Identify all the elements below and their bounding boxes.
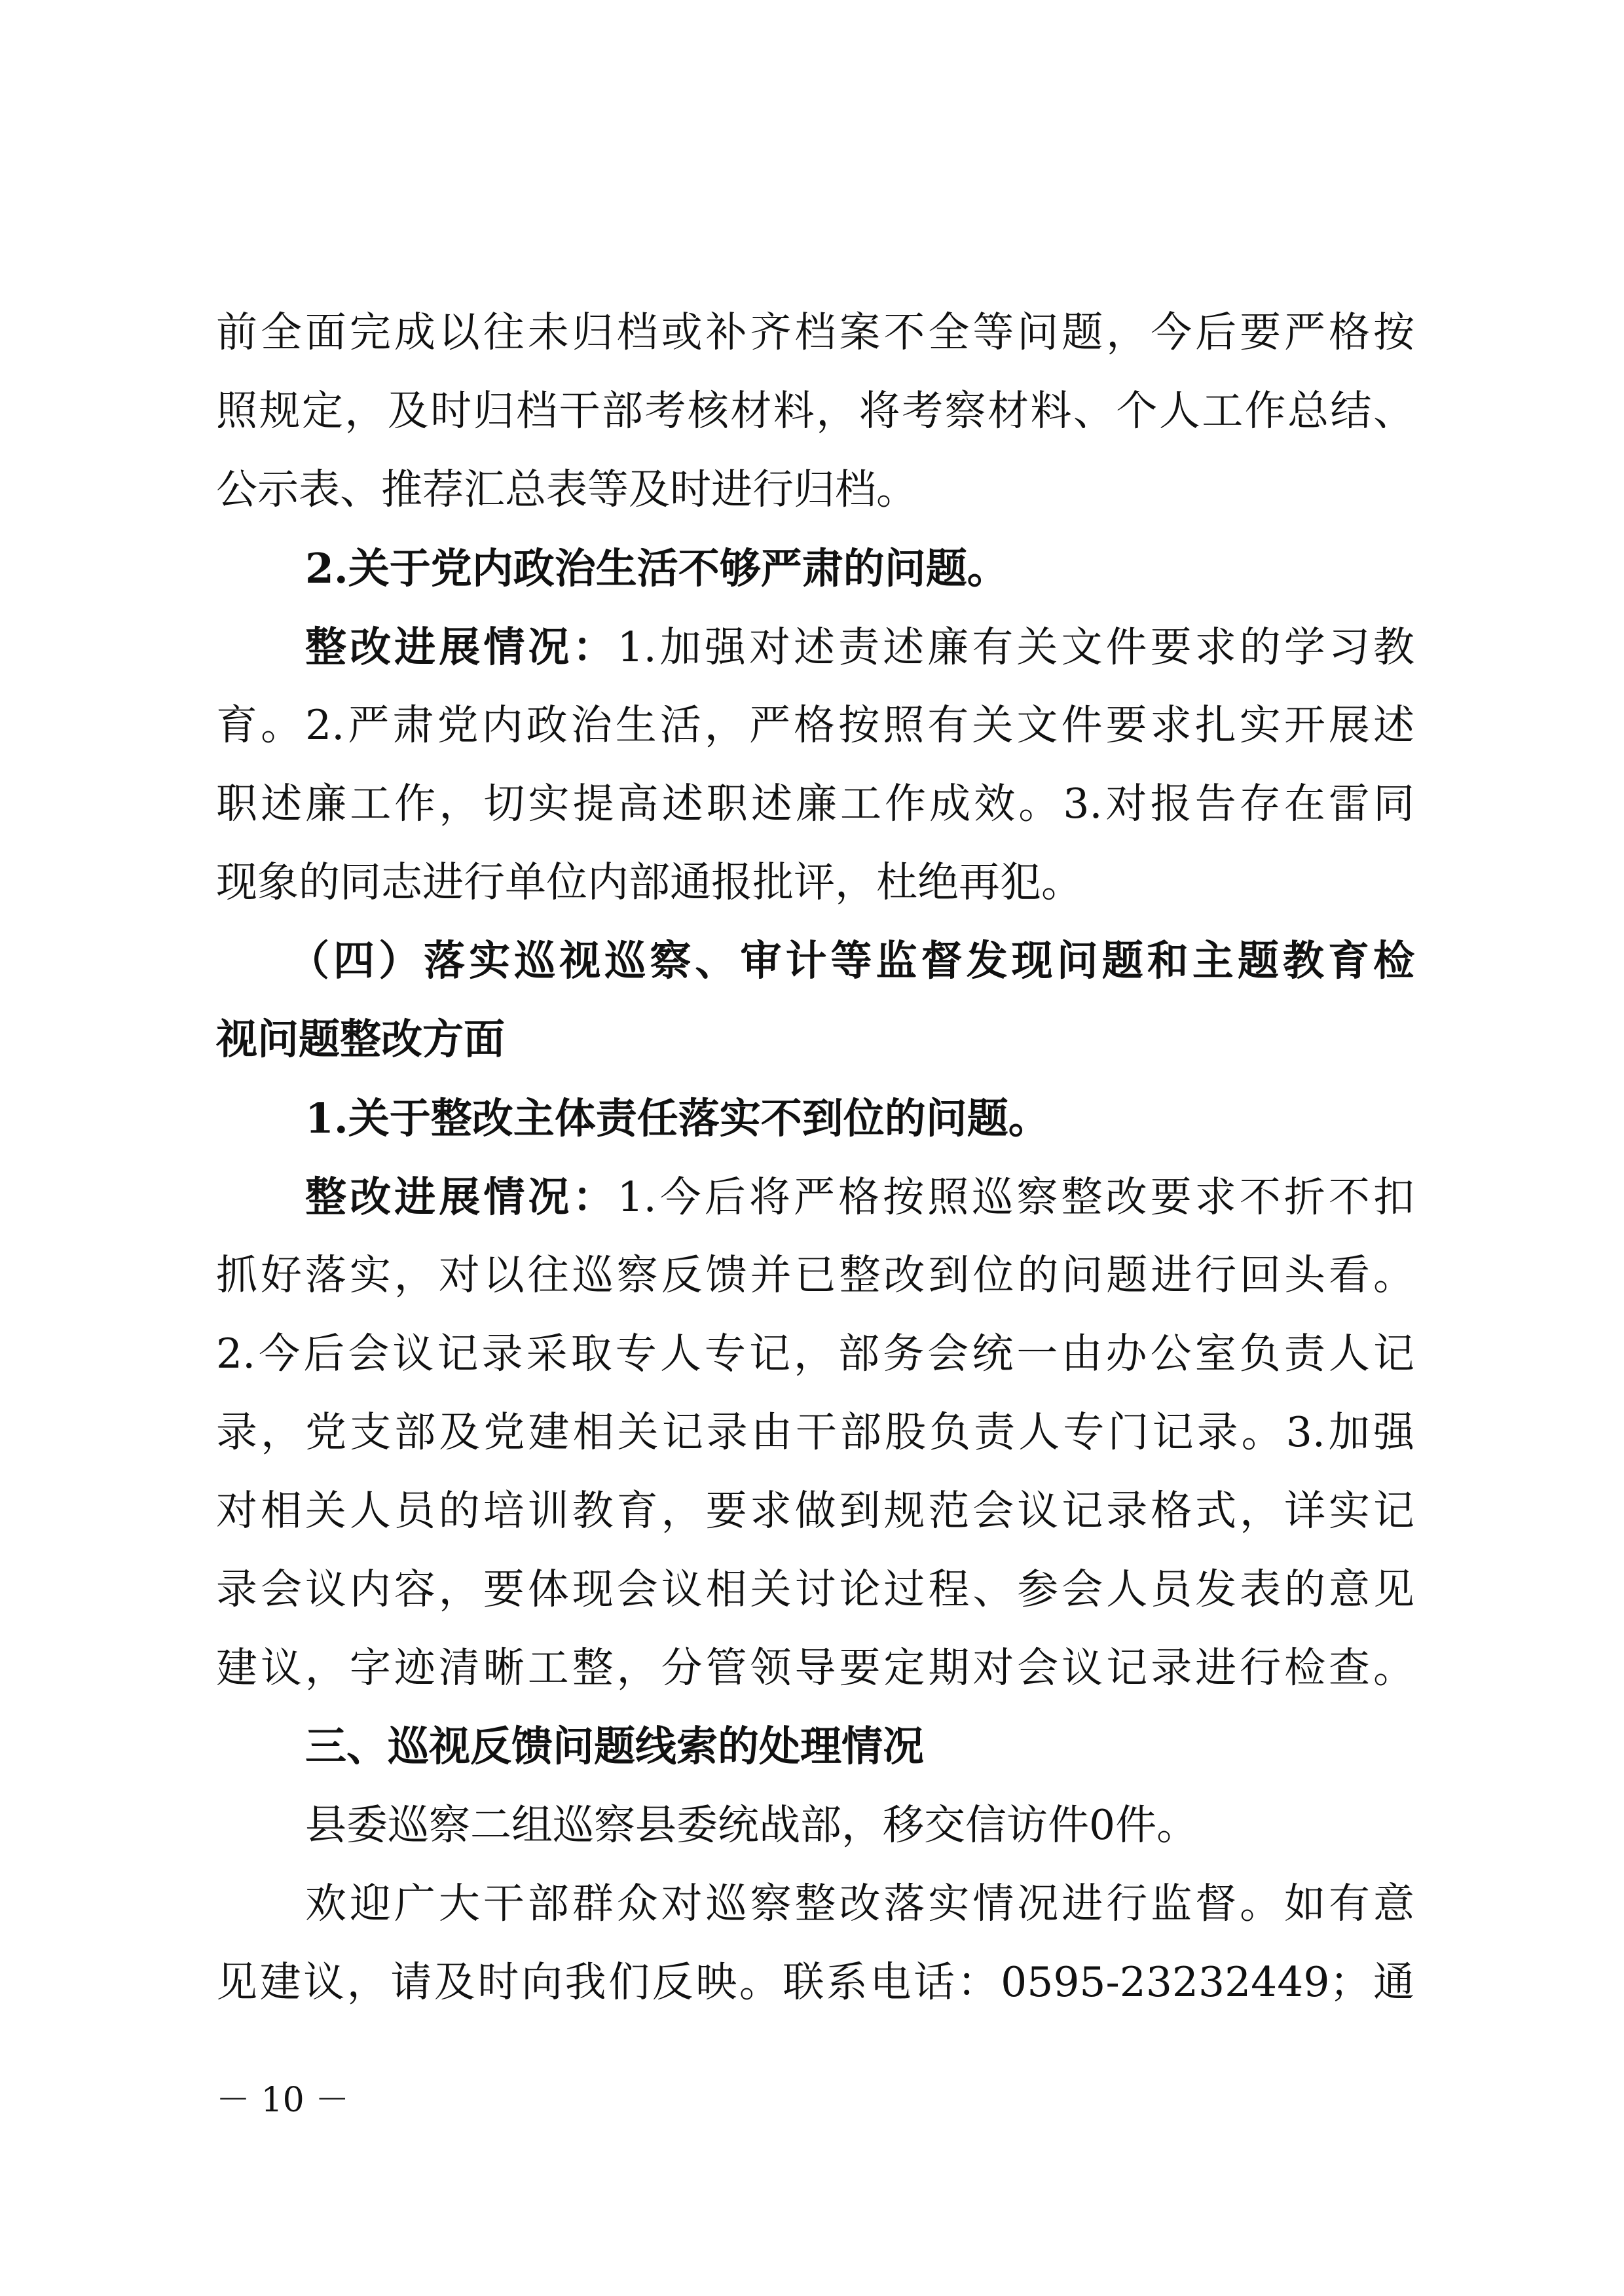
progress-label: 整改进展情况： — [305, 1173, 618, 1221]
page-number: － 10 － — [216, 2081, 350, 2120]
body-text-line: 职述廉工作，切实提高述职述廉工作成效。3.对报告存在雷同 — [216, 780, 1414, 828]
chapter-heading: 三、巡视反馈问题线索的处理情况 — [305, 1722, 924, 1770]
body-text-line: 见建议，请及时向我们反映。联系电话：0595-23232449；通 — [216, 1958, 1414, 2006]
body-text-line: 现象的同志进行单位内部通报批评，杜绝再犯。 — [216, 858, 1082, 906]
subsection-heading: 2.关于党内政治生活不够严肃的问题。 — [305, 544, 1008, 592]
body-text-line: 前全面完成以往未归档或补齐档案不全等问题，今后要严格按 — [216, 308, 1414, 356]
section-heading: （四）落实巡视巡察、审计等监督发现问题和主题教育检 — [288, 937, 1414, 985]
body-text-line: 县委巡察二组巡察县委统战部，移交信访件0件。 — [305, 1801, 1198, 1849]
body-text-line: 照规定，及时归档干部考核材料，将考察材料、个人工作总结、 — [216, 387, 1414, 435]
body-text-line: 2.今后会议记录采取专人专记，部务会统一由办公室负责人记 — [216, 1330, 1414, 1377]
body-text-line: 公示表、推荐汇总表等及时进行归档。 — [216, 465, 917, 513]
body-text-line: 录会议内容，要体现会议相关讨论过程、参会人员发表的意见 — [216, 1565, 1414, 1613]
progress-text: 1.今后将严格按照巡察整改要求不折不扣 — [617, 1173, 1414, 1221]
progress-paragraph-line — [305, 1157, 1414, 1236]
body-text-line: 建议，字迹清晰工整，分管领导要定期对会议记录进行检查。 — [216, 1644, 1414, 1692]
progress-text: 1.加强对述责述廉有关文件要求的学习教 — [617, 623, 1414, 671]
progress-paragraph-line — [305, 608, 1414, 686]
body-text-line: 录，党支部及党建相关记录由干部股负责人专门记录。3.加强 — [216, 1408, 1414, 1456]
body-text-line: 育。2.严肃党内政治生活，严格按照有关文件要求扎实开展述 — [216, 701, 1414, 749]
body-text-line: 欢迎广大干部群众对巡察整改落实情况进行监督。如有意 — [305, 1880, 1414, 1927]
body-text-line: 对相关人员的培训教育，要求做到规范会议记录格式，详实记 — [216, 1487, 1414, 1535]
subsection-heading: 1.关于整改主体责任落实不到位的问题。 — [305, 1094, 1050, 1142]
section-heading-continued: 视问题整改方面 — [216, 1015, 505, 1063]
body-text-line: 抓好落实，对以往巡察反馈并已整改到位的问题进行回头看。 — [216, 1251, 1414, 1299]
progress-label: 整改进展情况： — [305, 623, 618, 671]
